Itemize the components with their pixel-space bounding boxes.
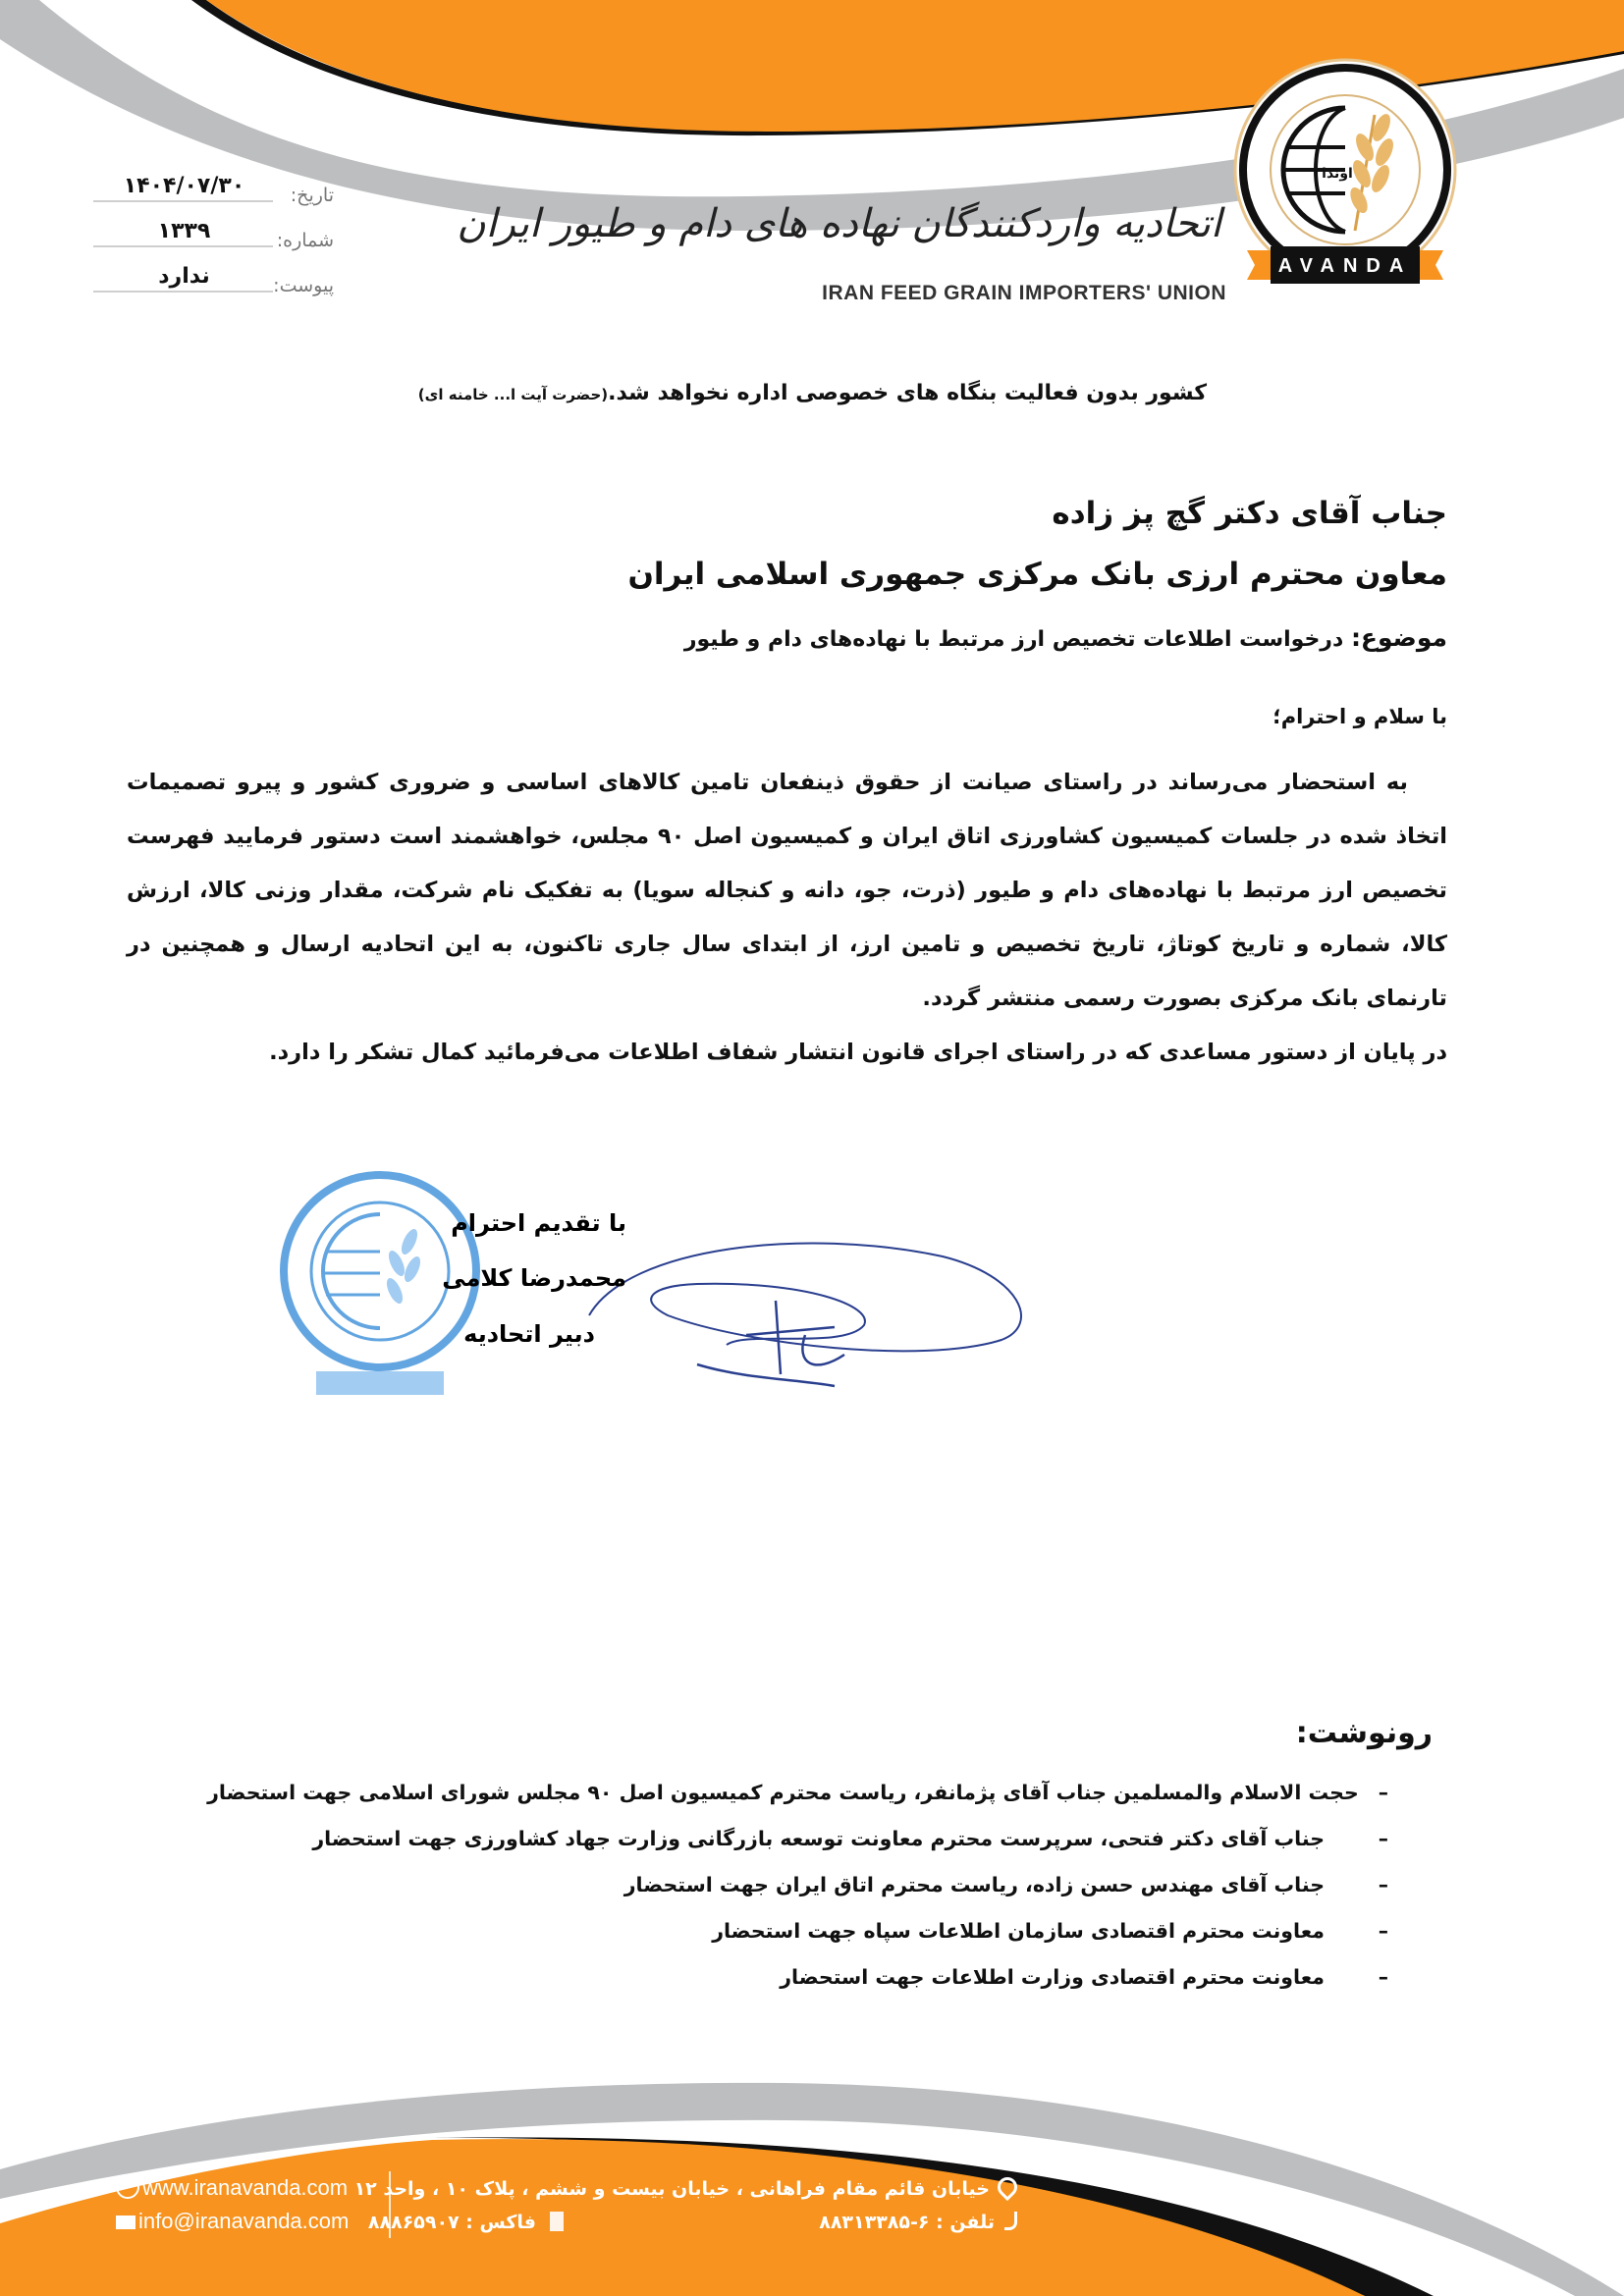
body-paragraph-1: به استحضار می‌رساند در راستای صیانت از حقوق ذینفعان تامین کالاهای اساسی و ضروری کشور و پیرو تصمیمات اتخاذ شده در جلسات کمیسیون کشاورزی اتاق ایران و کمیسیون اصل ۹۰ مجلس، خواهشمند است دستور فرمایید فهرست تخصیص ارز مرتبط با نهاده‌های دام و طیور (ذرت، جو، دانه و کنجاله سویا) به تفکیک نام شرکت، مقدار وزنی کالا، ارزش کالا، شماره و تاریخ کوتاژ، تاریخ تخصیص و تامین ارز، از ابتدای سال جاری تاکنون، به این اتحادیه ارسال و همچنین در تارنمای بانک مرکزی بصورت رسمی منتشر گردد. (127, 770, 1447, 1011)
email-icon (116, 2216, 135, 2229)
logo-banner-text: AVANDA (1277, 255, 1413, 277)
cc-item-text: جناب آقای دکتر فتحی، سرپرست محترم معاونت توسعه بازرگانی وزارت جهاد کشاورزی جهت استحضار (312, 1826, 1325, 1850)
date-underline (93, 200, 273, 202)
footer-fax (368, 2212, 564, 2233)
website-text: www.iranavanda.com (142, 2175, 349, 2200)
number-underline (93, 245, 273, 247)
address-text: خیابان قائم مقام فراهانی ، خیابان بیست و ششم ، پلاک ۱۰ ، واحد ۱۲ (353, 2178, 990, 2200)
cc-item-text: جناب آقای مهندس حسن زاده، ریاست محترم اتاق ایران جهت استحضار (623, 1872, 1325, 1896)
cc-item-text: حجت الاسلام والمسلمین جناب آقای پژمانفر، ریاست محترم کمیسیون اصل ۹۰ مجلس شورای اسلامی جهت استحضار (207, 1780, 1359, 1804)
greeting: با سلام و احترام؛ (1272, 705, 1447, 728)
cc-item (308, 1907, 1388, 1953)
number-label: شماره: (276, 230, 334, 251)
cc-title: رونوشت: (1295, 1716, 1433, 1750)
fax-icon (550, 2212, 564, 2231)
quote-text: کشور بدون فعالیت بنگاه های خصوصی اداره نخواهد شد. (608, 381, 1207, 405)
logo-center-text: اوندا (1322, 166, 1353, 182)
footer-address (354, 2177, 1017, 2200)
recipient-name: جناب آقای دکتر گچ پز زاده (1052, 496, 1447, 531)
globe-icon (116, 2175, 139, 2199)
signatory-name: محمدرضا کلامی (442, 1264, 626, 1292)
cc-bullet: – (1378, 1872, 1388, 1896)
stamp-globe-icon (323, 1214, 380, 1328)
date-label: تاریخ: (290, 185, 334, 206)
attachment-value: ندارد (158, 264, 210, 289)
email-text: info@iranavanda.com (138, 2209, 350, 2233)
handwritten-signature (550, 1217, 1041, 1394)
recipient-title: معاون محترم ارزی بانک مرکزی جمهوری اسلامی ایران (627, 557, 1447, 592)
fax-text: فاکس : ۸۸۸۶۵۹۰۷ (367, 2212, 536, 2233)
footer-website[interactable] (116, 2175, 348, 2201)
union-logo (1227, 54, 1463, 309)
cc-list (207, 1769, 1388, 2000)
phone-text: تلفن : ۶-۸۸۳۱۳۳۸۵ (819, 2212, 995, 2233)
location-pin-icon (994, 2173, 1021, 2201)
cc-bullet: – (1378, 1780, 1388, 1804)
org-name-fa: اتحادیه واردکنندگان نهاده های دام و طیور ایران (457, 201, 1221, 246)
number-field (93, 214, 334, 253)
cc-bullet: – (1378, 1918, 1388, 1943)
body-paragraph-2: در پایان از دستور مساعدی که در راستای اجرای قانون انتشار شفاف اطلاعات می‌فرمائید کمال تشکر را دارد. (269, 1040, 1447, 1065)
org-name-en: IRAN FEED GRAIN IMPORTERS' UNION (822, 282, 1226, 304)
subject-label: موضوع: (1350, 623, 1447, 652)
cc-item (308, 1815, 1388, 1861)
attachment-underline (93, 291, 273, 293)
attachment-label: پیوست: (273, 275, 334, 296)
header-quote (418, 381, 1207, 405)
number-value: ۱۳۳۹ (157, 219, 211, 243)
cc-bullet: – (1378, 1826, 1388, 1850)
date-field (93, 169, 334, 208)
stamp-wheat-icon (384, 1227, 424, 1306)
footer-email[interactable] (116, 2209, 349, 2234)
quote-attribution: (حضرت آیت ا... خامنه ای) (417, 386, 609, 403)
signature-closing: با تقدیم احترام (451, 1209, 626, 1237)
letter-body (127, 756, 1447, 1080)
date-value: ۱۴۰۴/۰۷/۳۰ (123, 174, 245, 198)
cc-item (207, 1769, 1388, 1815)
footer-phone (819, 2212, 1017, 2233)
phone-icon (1004, 2212, 1017, 2230)
cc-item (308, 1953, 1388, 2000)
footer-decoration (0, 2042, 1624, 2296)
subject-line (684, 623, 1447, 652)
subject-text: درخواست اطلاعات تخصیص ارز مرتبط با نهاده‌های دام و طیور (683, 627, 1344, 652)
cc-item-text: معاونت محترم اقتصادی وزارت اطلاعات جهت استحضار (780, 1964, 1325, 1989)
signatory-title: دبیر اتحادیه (463, 1320, 595, 1348)
cc-item-text: معاونت محترم اقتصادی سازمان اطلاعات سپاه جهت استحضار (712, 1918, 1325, 1943)
attachment-field (93, 259, 334, 298)
cc-bullet: – (1378, 1964, 1388, 1989)
cc-item (308, 1861, 1388, 1907)
